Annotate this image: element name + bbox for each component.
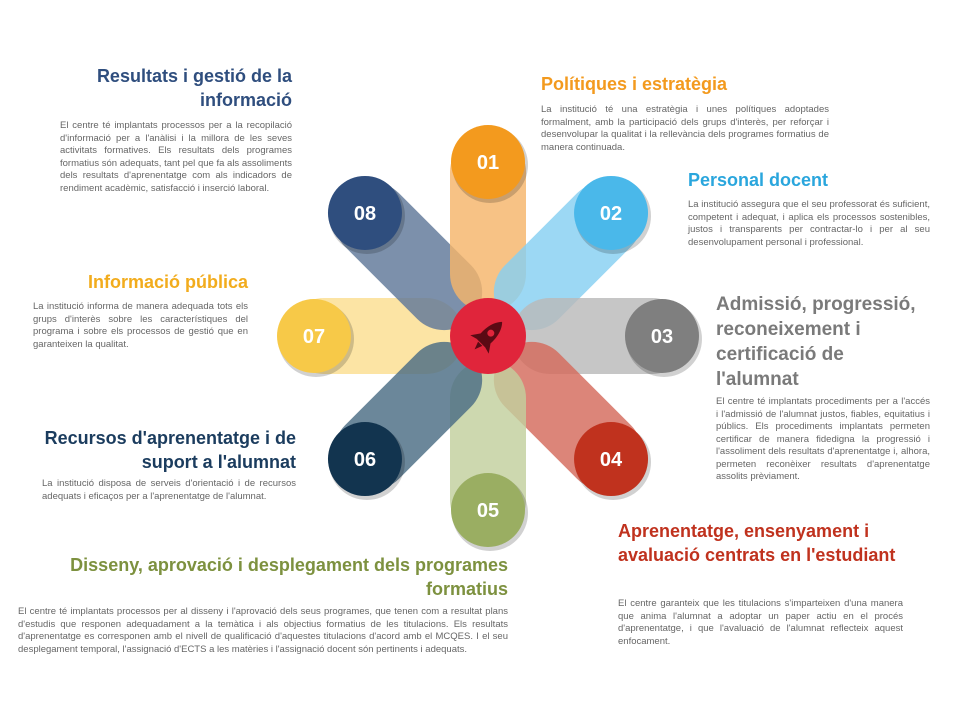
item-02-description: La institució assegura que el seu professorat és suficient, competent i adequat, i aplica els processos sostenibles, justos i transparents per contractar-lo i per al seu desenvolupament personal i professional. <box>688 199 930 248</box>
item-07-title: Informació pública <box>87 272 248 292</box>
item-01-title: Polítiques i estratègia <box>541 74 728 94</box>
item-06-title: Recursos d'aprenentatge i de suport a l'alumnat <box>44 428 296 472</box>
badge-number: 05 <box>476 500 500 522</box>
item-08-description: El centre té implantats processos per a la recopilació d'informació per a l'anàlisi i la millora de les seves activitats formatives. Els resultats dels programes formatius són adequats, tant pel que fa als assoliments dels resultats d'aprenentatge com als indicadors de rendiment acadèmic, satisfacció i inserció laboral. <box>60 120 292 194</box>
item-05-description: El centre té implantats processos per al disseny i l'aprovació dels seus programes, que tenen com a resultat plans d'estudis que responen adequadament a la temàtica i als objectius formatius de les titulacions. Els resultats d'aprenentatge es corresponen amb el nivell de qualificació d'aquestes titulacions d'acord amb el MCQES. I el seu desplegament temporal, l'assignació d'ECTS a les matèries i l'assignació docent són pertinents i adequats. <box>18 606 508 655</box>
badge-number: 04 <box>599 449 623 472</box>
badge-number: 02 <box>599 202 623 225</box>
item-03-title: Admissió, progressió, reconeixement i certificació de l'alumnat <box>716 294 916 390</box>
item-04-description: El centre garanteix que les titulacions s'imparteixen d'una manera que anima l'alumnat a adoptar un paper actiu en el procés d'aprenentatge, i que l'avaluació de l'alumnat reflecteix aquest enfocament. <box>618 598 903 647</box>
item-03-description: El centre té implantats procediments per a l'accés i l'admissió de l'alumnat justos, fiables, equitatius i públics. Els procediments implantats permeten certificar de manera fidedigna la progressió i l'assoliment dels resultats d'aprenentatge i, alhora, permeten reconèixer resultats d'aprenentatge assolits prèviament. <box>716 396 930 482</box>
item-06-description: La institució disposa de serveis d'orientació i de recursos adequats i eficaços per a l'aprenentatge de l'alumnat. <box>42 478 296 502</box>
badge-number: 08 <box>353 202 377 225</box>
badge-08 <box>328 176 405 254</box>
badge-number: 06 <box>353 449 377 472</box>
badge-number: 07 <box>302 326 326 348</box>
item-01-description: La institució té una estratègia i unes polítiques adoptades formalment, amb la participació dels grups d'interès, per reforçar i desenvolupar la qualitat i la rellevància dels programes formatius de manera continuada. <box>541 104 829 153</box>
item-05-title: Disseny, aprovació i desplegament dels programes formatius <box>70 555 508 599</box>
item-07-description: La institució informa de manera adequada tots els grups d'interès sobre les característiques del programa i sobre els processos de gestió que en garanteixen la qualitat. <box>33 301 248 350</box>
badge-number: 01 <box>476 152 500 174</box>
item-02-title: Personal docent <box>688 170 829 190</box>
item-04-title: Aprenentatge, ensenyament i avaluació centrats en l'estudiant <box>618 521 896 565</box>
badge-number: 03 <box>650 326 674 348</box>
center-hub <box>450 298 526 374</box>
badge-04 <box>574 422 651 500</box>
item-08-title: Resultats i gestió de la informació <box>96 66 292 110</box>
